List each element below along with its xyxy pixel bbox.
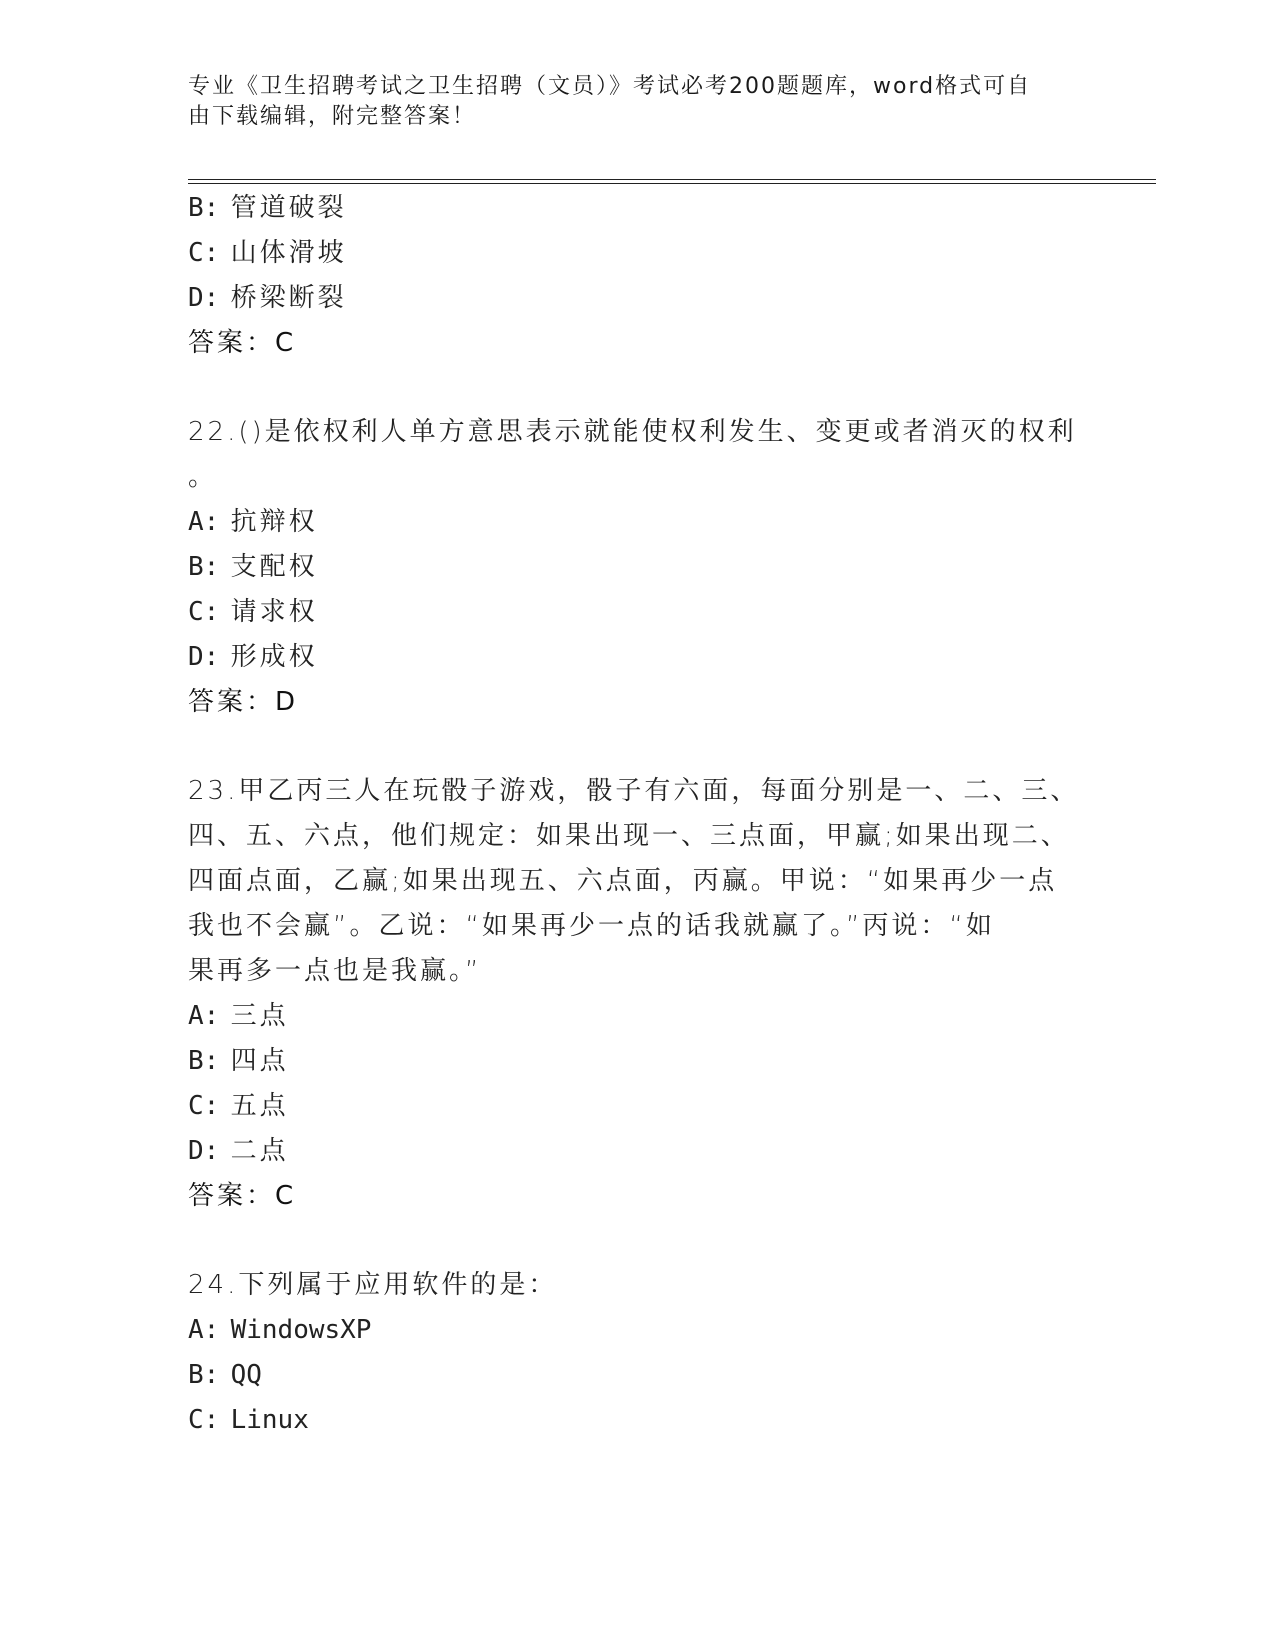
- header-rule-top: [188, 179, 1156, 180]
- q22-option-a: [188, 506, 318, 538]
- option-text: QQ: [230, 1360, 262, 1390]
- option-text: 五点: [230, 1091, 289, 1121]
- q23-stem-line-5: 果再多一点也是我赢。”: [188, 956, 482, 986]
- option-text: 形成权: [230, 642, 318, 672]
- option-label: D:: [188, 642, 220, 672]
- q21-option-d: [188, 282, 347, 314]
- document-header: [188, 72, 1068, 132]
- q21-answer: 答案：C: [188, 328, 297, 358]
- option-text: 四点: [230, 1046, 289, 1076]
- option-label: C:: [188, 597, 220, 627]
- q21-option-b: [188, 192, 347, 224]
- q24-option-c: [188, 1404, 309, 1436]
- q21-option-c: [188, 237, 347, 269]
- q23-stem-line-3: 四面点面，乙赢;如果出现五、六点面，丙赢。甲说：“如果再少一点: [188, 866, 1058, 896]
- q24-stem: 24.下列属于应用软件的是：: [188, 1270, 558, 1300]
- q22-option-c: [188, 596, 318, 628]
- header-rule-bottom: [188, 183, 1156, 184]
- q23-stem-line-2: 四、五、六点，他们规定：如果出现一、三点面，甲赢;如果出现二、: [188, 821, 1070, 851]
- option-text: 管道破裂: [230, 193, 347, 223]
- option-text: 请求权: [230, 597, 318, 627]
- option-label: C:: [188, 238, 220, 268]
- header-line-2: 由下载编辑，附完整答案！: [188, 104, 477, 129]
- q23-option-d: [188, 1135, 289, 1167]
- q22-stem-line-2: 。: [188, 462, 218, 492]
- option-label: B:: [188, 193, 220, 223]
- option-label: D:: [188, 1136, 220, 1166]
- option-text: 山体滑坡: [230, 238, 347, 268]
- option-text: WindowsXP: [230, 1315, 372, 1345]
- q22-answer: 答案：D: [188, 687, 299, 717]
- q24-option-b: [188, 1359, 262, 1391]
- q23-option-b: [188, 1045, 289, 1077]
- option-text: Linux: [230, 1405, 309, 1435]
- header-line-1: 专业《卫生招聘考试之卫生招聘（文员）》考试必考200题题库，word格式可自: [188, 74, 1032, 99]
- q24-option-a: [188, 1314, 371, 1346]
- q22-option-d: [188, 641, 318, 673]
- option-text: 抗辩权: [230, 507, 318, 537]
- option-text: 二点: [230, 1136, 289, 1166]
- option-label: B:: [188, 1360, 220, 1390]
- q22-option-b: [188, 551, 318, 583]
- q23-option-c: [188, 1090, 289, 1122]
- option-label: B:: [188, 1046, 220, 1076]
- option-label: A:: [188, 1315, 220, 1345]
- option-label: C:: [188, 1405, 220, 1435]
- option-text: 支配权: [230, 552, 318, 582]
- option-text: 三点: [230, 1001, 289, 1031]
- option-label: B:: [188, 552, 220, 582]
- q23-stem-line-4: 我也不会赢”。乙说：“如果再少一点的话我就赢了。”丙说：“如: [188, 911, 995, 941]
- option-label: A:: [188, 1001, 220, 1031]
- q23-stem-line-1: 23.甲乙丙三人在玩骰子游戏，骰子有六面，每面分别是一、二、三、: [188, 776, 1080, 806]
- q22-stem-line-1: 22.()是依权利人单方意思表示就能使权利发生、变更或者消灭的权利: [188, 417, 1077, 447]
- option-label: D:: [188, 283, 220, 313]
- option-label: C:: [188, 1091, 220, 1121]
- q23-option-a: [188, 1000, 289, 1032]
- q23-answer: 答案：C: [188, 1181, 297, 1211]
- option-text: 桥梁断裂: [230, 283, 347, 313]
- option-label: A:: [188, 507, 220, 537]
